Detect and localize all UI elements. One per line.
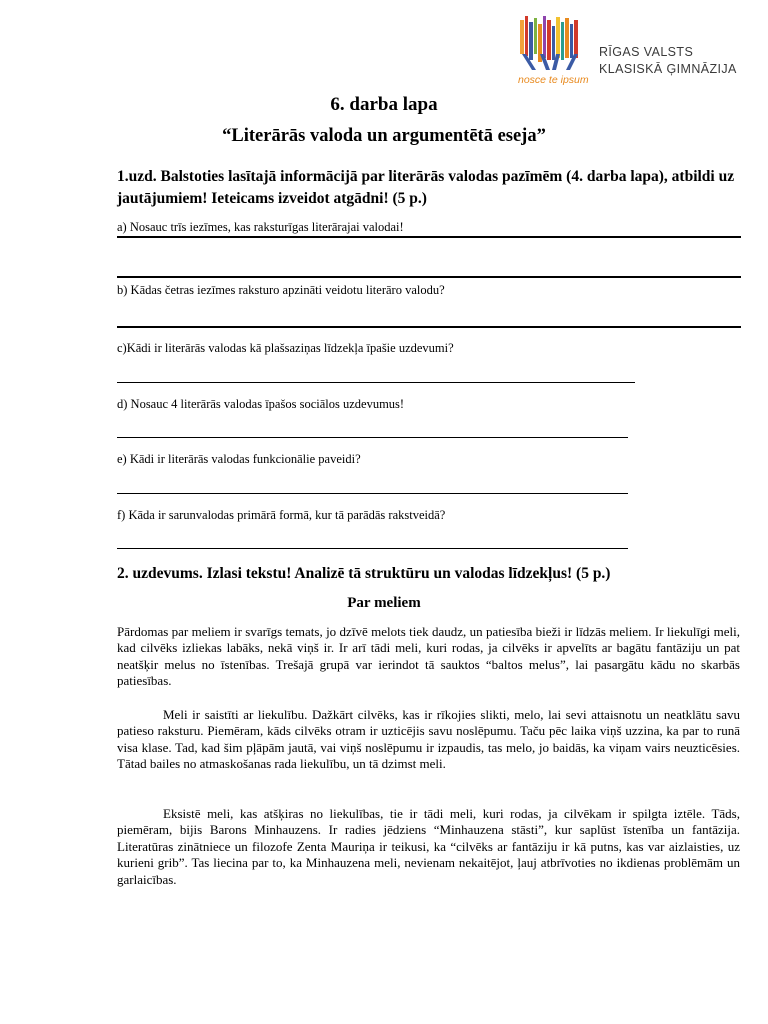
question-d: d) Nosauc 4 literārās valodas īpašos sociālos uzdevumus! (117, 397, 405, 411)
answer-line-e[interactable] (117, 493, 628, 494)
text-paragraph-3: Eksistē meli, kas atšķiras no liekulības, tie ir tādi meli, kuri rodas, ja cilvēkam ir spilgta iztēle. Tāds, piemēram, bijis Barons Minhauzens. Ir radies jēdziens “Minhauzena stāsti”, kur saplūst īstenība un fantāzija. Literatūras zinātniece un filozofe Zenta Mauriņa ir teikusi, ka “cilvēks ar fantāziju ir kā putns, kas var aizlaisties, uz kurieni grib”. Tas liecina par to, ka Minhauzena meli, nevienam nekaitējot, ļauj atbrīvoties no ikdienas problēmām un garlaicības. (117, 806, 740, 887)
school-name-line2: KLASISKĀ ĢIMNĀZIJA (599, 62, 737, 76)
answer-line-a2[interactable] (117, 276, 741, 278)
question-a: a) Nosauc trīs iezīmes, kas raksturīgas literārajai valodai! (117, 220, 404, 234)
school-motto: nosce te ipsum (518, 74, 589, 86)
text-title: Par meliem (347, 595, 421, 611)
answer-line-f[interactable] (117, 548, 628, 549)
school-name-line1: RĪGAS VALSTS (599, 45, 694, 59)
answer-line-a1[interactable] (117, 236, 741, 238)
task2-heading: 2. uzdevums. Izlasi tekstu! Analizē tā struktūru un valodas līdzekļus! (5 p.) (117, 565, 611, 582)
question-e: e) Kādi ir literārās valodas funkcionālie paveidi? (117, 452, 361, 466)
answer-line-d[interactable] (117, 437, 628, 438)
task1-heading: 1.uzd. Balstoties lasītajā informācijā par literārās valodas pazīmēm (4. darba lapa), atbildi uz jautājumiem! Ieteicams izveidot atgādni! (5 p.) (117, 168, 735, 207)
text-paragraph-1: Pārdomas par meliem ir svarīgs temats, jo dzīvē melots tiek daudz, un patiesība bieži ir līdzās meliem. Ir liekulīgi meli, kad cilvēks izliekas labāks, nekā viņš ir. Ir arī tādi meli, kuri rodas, ja cilvēks ir apvelīts ar bagātu fantāziju un pat neatšķir melus no īstenības. Trešajā grupā var ierindot tā sauktos “baltos melus”, lai pasargātu kādu no skarbās patiesības. (117, 624, 740, 689)
question-b: b) Kādas četras iezīmes raksturo apzināti veidotu literāro valodu? (117, 283, 445, 297)
question-c: c)Kādi ir literārās valodas kā plašsaziņas līdzekļa īpašie uzdevumi? (117, 341, 454, 355)
answer-line-c[interactable] (117, 382, 635, 383)
question-f: f) Kāda ir sarunvalodas primārā formā, kur tā parādās rakstveidā? (117, 508, 446, 522)
school-logo (516, 14, 756, 86)
school-emblem-icon (516, 14, 586, 76)
answer-line-b[interactable] (117, 326, 741, 328)
school-name (599, 44, 737, 78)
worksheet-title: 6. darba lapa (330, 94, 438, 115)
text-paragraph-2: Meli ir saistīti ar liekulību. Dažkārt cilvēks, kas ir rīkojies slikti, melo, lai sevi attaisnotu un neatklātu savu patieso raksturu. Piemēram, kāds cilvēks otram ir uzticējis savu noslēpumu. Taču pēc laika viņš uzzina, ka par to runā visa klase. Tad, kad šim pļāpām jautā, vai viņš noslēpumu ir izpaudis, tas melo, jo baidās, ka viņam vairs neuzticēsies. Tātad bailes no atmaskošanas rada liekulību, un tā dzimst meli. (117, 707, 740, 772)
worksheet-subtitle: “Literārās valoda un argumentētā eseja” (222, 126, 546, 146)
